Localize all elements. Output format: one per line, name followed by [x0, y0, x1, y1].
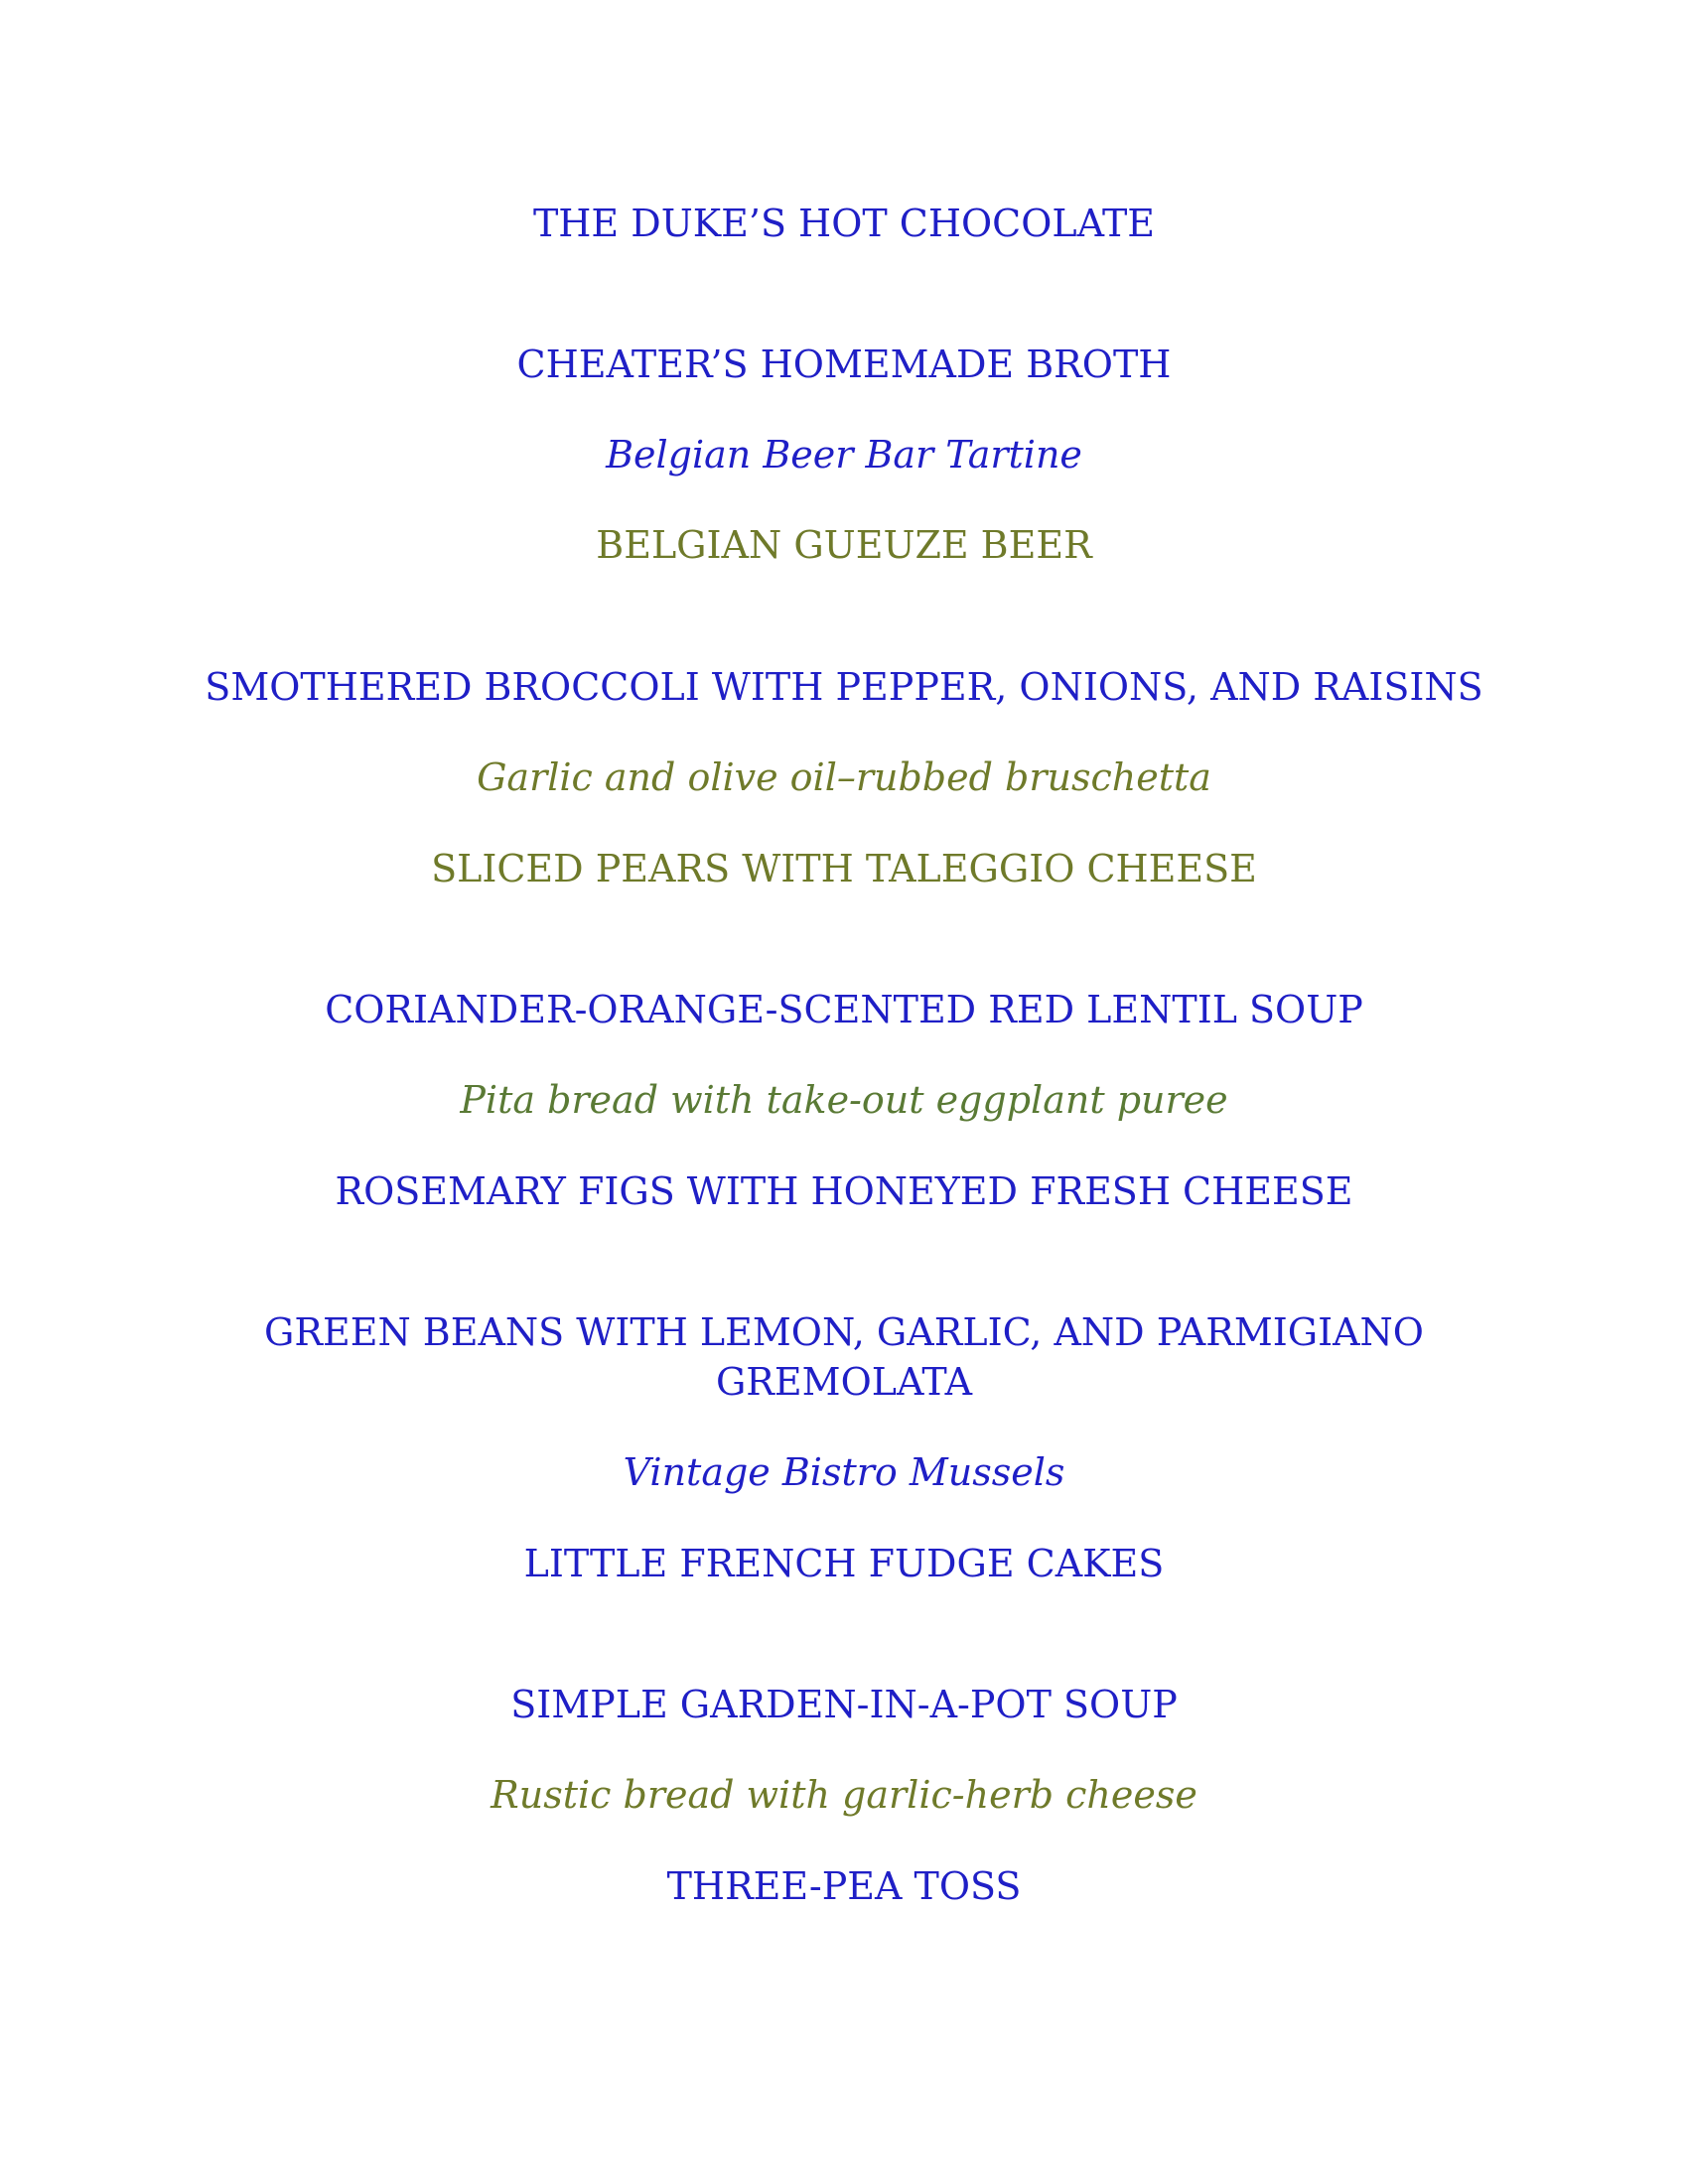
menu-item-sliced-pears: SLICED PEARS WITH TALEGGIO CHEESE: [431, 847, 1257, 890]
menu-item-rosemary-figs: ROSEMARY FIGS WITH HONEYED FRESH CHEESE: [335, 1169, 1353, 1213]
menu-item-rustic-bread: Rustic bread with garlic-herb cheese: [491, 1773, 1197, 1817]
menu-item-pita-bread: Pita bread with take-out eggplant puree: [460, 1078, 1228, 1122]
menu-item-green-beans: GREEN BEANS WITH LEMON, GARLIC, AND PARMIGIANO GREMOLATA: [264, 1310, 1424, 1404]
menu-item-smothered-broccoli: SMOTHERED BROCCOLI WITH PEPPER, ONIONS, AND RAISINS: [205, 665, 1483, 709]
menu-item-garden-soup: SIMPLE GARDEN-IN-A-POT SOUP: [510, 1683, 1178, 1726]
menu-item-fudge-cakes: LITTLE FRENCH FUDGE CAKES: [523, 1542, 1165, 1585]
menu-item-gueuze-beer: BELGIAN GUEUZE BEER: [596, 523, 1092, 567]
menu-item-three-pea-toss: THREE-PEA TOSS: [666, 1864, 1022, 1908]
menu-item-cheaters-broth: CHEATER’S HOMEMADE BROTH: [516, 342, 1172, 386]
menu-item-belgian-tartine: Belgian Beer Bar Tartine: [606, 433, 1082, 477]
menu-item-bistro-mussels: Vintage Bistro Mussels: [623, 1450, 1065, 1494]
menu-item-duke-hot-chocolate: THE DUKE’S HOT CHOCOLATE: [532, 202, 1156, 245]
menu-item-lentil-soup: CORIANDER-ORANGE-SCENTED RED LENTIL SOUP: [325, 988, 1363, 1031]
menu-item-bruschetta: Garlic and olive oil–rubbed bruschetta: [477, 755, 1211, 799]
